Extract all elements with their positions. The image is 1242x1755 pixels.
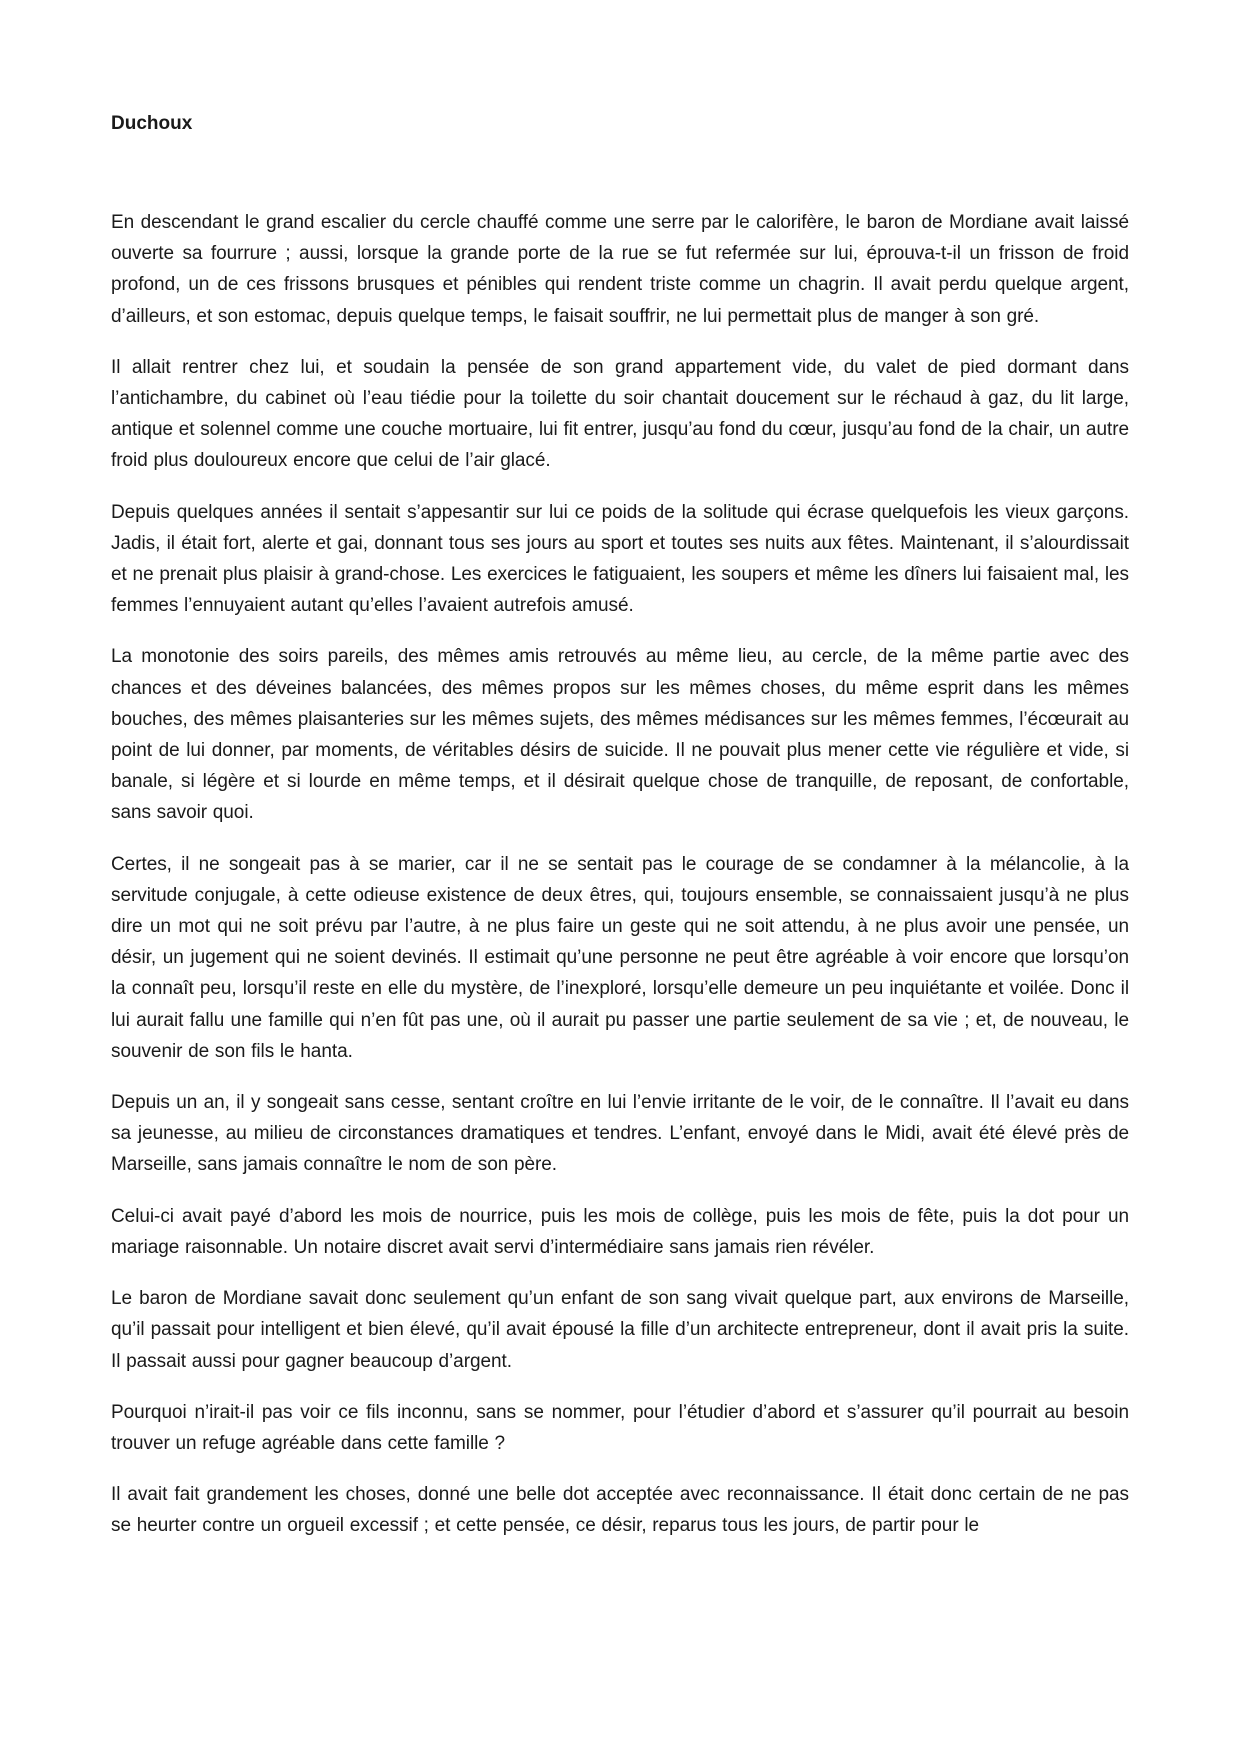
paragraph-9: Pourquoi n’irait-il pas voir ce fils inconnu, sans se nommer, pour l’étudier d’abord et s’assurer qu’il pourrait au besoin trouver un refuge agréable dans cette famille ? [111, 1401, 1129, 1454]
paragraph-3: Depuis quelques années il sentait s’appesantir sur lui ce poids de la solitude qui écrase quelquefois les vieux garçons. Jadis, il était fort, alerte et gai, donnant tous ses jours au sport et toutes ses nuits aux fêtes. Maintenant, il s’alourdissait et ne prenait plus plaisir à grand-chose. Les exercices le fatiguaient, les soupers et même les dîners lui faisaient mal, les femmes l’ennuyaient autant qu’elles l’avaient autrefois amusé. [111, 501, 1129, 617]
paragraph-4: La monotonie des soirs pareils, des mêmes amis retrouvés au même lieu, au cercle, de la même partie avec des chances et des déveines balancées, des mêmes propos sur les mêmes choses, du même esprit dans les mêmes bouches, des mêmes plaisanteries sur les mêmes sujets, des mêmes médisances sur les mêmes femmes, l’écœurait au point de lui donner, par moments, de véritables désirs de suicide. Il ne pouvait plus mener cette vie régulière et vide, si banale, si légère et si lourde en même temps, et il désirait quelque chose de tranquille, de reposant, de confortable, sans savoir quoi. [111, 646, 1129, 824]
paragraph-10: Il avait fait grandement les choses, donné une belle dot acceptée avec reconnaissance. Il était donc certain de ne pas se heurter contre un orgueil excessif ; et cette pensée, ce désir, reparus tous les jours, de partir pour le [111, 1484, 1129, 1537]
paragraph-7: Celui-ci avait payé d’abord les mois de nourrice, puis les mois de collège, puis les mois de fête, puis la dot pour un mariage raisonnable. Un notaire discret avait servi d’intermédiaire sans jamais rien révéler. [111, 1205, 1129, 1258]
document-body [111, 207, 1129, 1562]
paragraph-5: Certes, il ne songeait pas à se marier, car il ne se sentait pas le courage de se condamner à la mélancolie, à la servitude conjugale, à cette odieuse existence de deux êtres, qui, toujours ensemble, se connaissaient jusqu’à ne plus dire un mot qui ne soit prévu par l’autre, à ne plus faire un geste qui ne soit attendu, à ne plus avoir une pensée, un désir, un jugement qui ne soient devinés. Il estimait qu’une personne ne peut être agréable à voir encore que lorsqu’on la connaît peu, lorsqu’il reste en elle du mystère, de l’inexploré, lorsqu’elle demeure un peu inquiétante et voilée. Donc il lui aurait fallu une famille qui n’en fût pas une, où il aurait pu passer une partie seulement de sa vie ; et, de nouveau, le souvenir de son fils le hanta. [111, 853, 1129, 1062]
paragraph-1: En descendant le grand escalier du cercle chauffé comme une serre par le calorifère, le baron de Mordiane avait laissé ouverte sa fourrure ; aussi, lorsque la grande porte de la rue se fut refermée sur lui, éprouva-t-il un frisson de froid profond, un de ces frissons brusques et pénibles qui rendent triste comme un chagrin. Il avait perdu quelque argent, d’ailleurs, et son estomac, depuis quelque temps, le faisait souffrir, ne lui permettait plus de manger à son gré. [111, 212, 1129, 327]
paragraph-8: Le baron de Mordiane savait donc seulement qu’un enfant de son sang vivait quelque part, aux environs de Marseille, qu’il passait pour intelligent et bien élevé, qu’il avait épousé la fille d’un architecte entrepreneur, dont il avait pris la suite. Il passait aussi pour gagner beaucoup d’argent. [111, 1288, 1129, 1372]
document-title: Duchoux [111, 113, 193, 134]
paragraph-2: Il allait rentrer chez lui, et soudain la pensée de son grand appartement vide, du valet de pied dormant dans l’antichambre, du cabinet où l’eau tiédie pour la toilette du soir chantait doucement sur le réchaud à gaz, du lit large, antique et solennel comme une couche mortuaire, lui fit entrer, jusqu’au fond du cœur, jusqu’au fond de la chair, un autre froid plus douloureux encore que celui de l’air glacé. [111, 356, 1129, 472]
paragraph-6: Depuis un an, il y songeait sans cesse, sentant croître en lui l’envie irritante de le voir, de le connaître. Il l’avait eu dans sa jeunesse, au milieu de circonstances dramatiques et tendres. L’enfant, envoyé dans le Midi, avait été élevé près de Marseille, sans jamais connaître le nom de son père. [111, 1092, 1129, 1176]
